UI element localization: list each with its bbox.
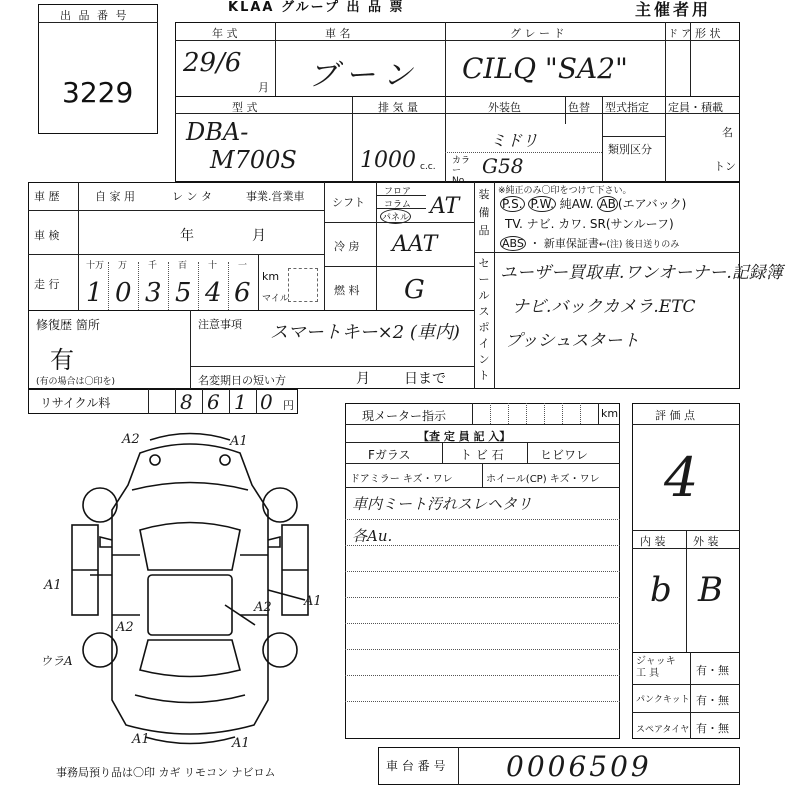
appraiser-note-2: 各Au. — [352, 527, 393, 545]
meter-label: 現メーター指示 — [362, 409, 447, 423]
jack-tool-value[interactable]: 有・無 — [696, 664, 729, 677]
recycle-digit-2: 6 — [207, 390, 220, 414]
mark-a1-front-right: A1 — [230, 434, 248, 449]
mark-a2-right-door: A2 — [254, 600, 272, 615]
door-label: ド ア — [668, 29, 692, 40]
km-unit: km — [262, 270, 280, 283]
term-day-unit: 日まで — [404, 371, 446, 387]
equipment-label: 装備品 — [478, 188, 490, 237]
lot-number-box — [38, 4, 158, 134]
mileage-unknown-box[interactable] — [288, 268, 318, 302]
color-code-label: カラー No. — [452, 156, 471, 186]
chassis-number-label: 車 台 番 号 — [386, 759, 446, 773]
exterior-color-value: ミドリ — [490, 131, 539, 150]
office-items-footer: 事務局預り品は〇印 カギ リモコン ナビロム — [56, 766, 276, 779]
mark-a1-rear-right: A1 — [232, 736, 250, 751]
caution-value: スマートキー×2 (車内) — [270, 322, 460, 343]
digit-label-1k: 千 — [148, 261, 158, 271]
crack-label: ヒビワレ — [540, 448, 589, 462]
recycle-unit: 円 — [283, 399, 294, 412]
exterior-color-label: 外装色 — [488, 101, 521, 114]
exterior-grade-label: 外 装 — [693, 535, 719, 548]
mileage-digit-5: 4 — [205, 278, 222, 308]
history-business[interactable]: 事業.営業車 — [246, 190, 305, 203]
mileage-digit-3: 3 — [145, 278, 162, 308]
year-month-unit: 月 — [258, 81, 269, 94]
grade-label: グ レ ー ド — [510, 27, 565, 40]
equipment-row1 — [500, 195, 686, 212]
displacement-value: 1000 — [360, 148, 416, 173]
mirror-label: ドアミラー キズ・ワレ — [350, 474, 453, 485]
inspection-label: 車 検 — [34, 229, 60, 242]
shift-panel[interactable]: パネル — [380, 209, 411, 224]
mileage-digit-6: 6 — [234, 278, 251, 308]
organizer-label: 主催者用 — [635, 0, 712, 19]
mark-a2-front-left: A2 — [122, 432, 140, 447]
sheet-title: KLAA グループ 出 品 票 — [228, 0, 405, 15]
year-value: 29/6 — [183, 48, 242, 78]
person-unit: 名 — [722, 126, 733, 139]
inspection-year-unit: 年 — [180, 228, 194, 244]
appraiser-note-1: 車内ミート汚れスレヘタリ — [352, 495, 533, 513]
inspection-month-unit: 月 — [252, 228, 266, 244]
equip-sep: ・ — [529, 237, 541, 250]
model-label: 型 式 — [232, 101, 258, 114]
mileage-digit-4: 5 — [175, 278, 192, 308]
chip-label: ト ビ 石 — [460, 448, 504, 462]
repair-label: 修復歴 箇所 — [36, 318, 100, 332]
exterior-grade: B — [698, 570, 723, 610]
wheel-label: ホイール(CP) キズ・ワレ — [486, 474, 600, 485]
appraiser-label: 【査 定 員 記 入】 — [418, 430, 511, 443]
term-month-unit: 月 — [356, 371, 370, 387]
jack-tool-label: ジャッキ 工 具 — [636, 656, 676, 679]
mark-a1-right-side: A1 — [304, 594, 322, 609]
chassis-number-value: 0006509 — [506, 750, 652, 783]
shift-label: シフト — [332, 196, 365, 209]
digit-label-100k: 十万 — [86, 261, 105, 271]
capacity-label: 定員・積載 — [668, 101, 723, 114]
evaluation-score: 4 — [664, 446, 699, 509]
digit-label-10k: 万 — [118, 261, 128, 271]
mile-unit: マイル — [262, 294, 289, 304]
recycle-digit-1: 8 — [180, 390, 193, 414]
mileage-digit-1: 1 — [86, 278, 103, 308]
spare-tire-value[interactable]: 有・無 — [696, 722, 729, 735]
equip-alloy-wheel[interactable]: 純AW. — [559, 197, 594, 211]
equipment-note: ※純正のみ〇印をつけて下さい。 — [498, 186, 632, 196]
equip-airbag-note: (エアバック) — [617, 197, 687, 211]
f-glass-label: Fガラス — [368, 448, 411, 462]
lot-number-label: 出 品 番 号 — [60, 9, 129, 22]
spare-tire-label: スペアタイヤ — [636, 725, 690, 735]
puncture-kit-value[interactable]: 有・無 — [696, 694, 729, 707]
repair-note: (有の場合は〇印を) — [36, 377, 116, 387]
ac-value: AAT — [392, 232, 438, 257]
recycle-digit-4: 0 — [260, 390, 273, 414]
equip-warranty-note: ←(注) 後日送りのみ — [598, 240, 680, 250]
equip-warranty[interactable]: 新車保証書 — [543, 237, 599, 250]
equip-ps[interactable]: P.S. — [502, 197, 523, 211]
interior-grade: b — [650, 570, 672, 610]
sales-point-label: セールスポイント — [478, 257, 490, 382]
puncture-kit-label: パンクキット — [636, 695, 690, 705]
shift-floor[interactable]: フロア — [384, 187, 412, 197]
recycle-label: リサイクル料 — [40, 396, 111, 410]
digit-label-10: 十 — [208, 261, 218, 271]
displacement-label: 排 気 量 — [378, 101, 418, 114]
equipment-row3 — [500, 235, 679, 251]
recycle-digit-3: 1 — [234, 390, 247, 414]
mileage-digit-2: 0 — [115, 278, 132, 308]
shift-value: AT — [430, 194, 460, 219]
equip-abs[interactable]: ABS — [502, 237, 524, 250]
equipment-row2[interactable]: TV. ナビ. カワ. SR(サンルーフ) — [505, 217, 674, 231]
mileage-label: 走 行 — [34, 278, 60, 291]
evaluation-label: 評 価 点 — [655, 409, 695, 422]
meter-km-unit: km — [601, 407, 619, 420]
mark-a1-rear-left: A1 — [132, 732, 150, 747]
body-shape-label: 形 状 — [695, 27, 721, 40]
car-damage-diagram[interactable] — [40, 425, 340, 755]
type-designation-label: 型式指定 — [605, 101, 649, 114]
car-name-value: ブーン — [308, 58, 421, 93]
sales-point-line2: ナビ.バックカメラ.ETC — [512, 297, 696, 317]
sales-point-line3: プッシュスタート — [505, 331, 640, 351]
cc-unit: c.c. — [420, 162, 436, 172]
history-private[interactable]: 自 家 用 — [95, 190, 135, 203]
term-label: 名変期日の短い方 — [198, 374, 286, 387]
equip-airbag[interactable]: AB — [599, 197, 616, 211]
caution-label: 注意事項 — [198, 318, 242, 331]
lot-number: 3229 — [62, 76, 134, 109]
mark-a2-left-rear: A2 — [116, 620, 134, 635]
shift-column[interactable]: コラム — [384, 200, 411, 210]
digit-label-100: 百 — [178, 261, 188, 271]
equip-pw[interactable]: P.W. — [530, 197, 554, 211]
class-label: 類別区分 — [608, 143, 652, 156]
fuel-label: 燃 料 — [334, 284, 360, 297]
digit-label-1: 一 — [238, 261, 248, 271]
fuel-value: G — [404, 275, 425, 305]
ton-unit: トン — [714, 160, 736, 173]
color-change-label: 色替 — [568, 101, 590, 114]
history-label: 車 歴 — [34, 190, 60, 203]
color-code-value: G58 — [482, 154, 524, 178]
grade-value: CILQ "SA2" — [462, 52, 628, 85]
repair-value: 有 — [50, 346, 74, 374]
mark-a1-left-side: A1 — [44, 578, 62, 593]
model-code-line2: M700S — [210, 146, 297, 174]
car-name-label: 車 名 — [325, 27, 351, 40]
interior-label: 内 装 — [640, 535, 666, 548]
history-rental[interactable]: レ ン タ — [172, 190, 212, 203]
year-label: 年 式 — [212, 27, 238, 40]
mark-underbody: ウラA — [40, 654, 73, 668]
model-code-line1: DBA- — [186, 118, 249, 146]
sales-point-line1: ユーザー買取車.ワンオーナー.記録簿 — [500, 263, 783, 283]
ac-label: 冷 房 — [334, 240, 360, 253]
